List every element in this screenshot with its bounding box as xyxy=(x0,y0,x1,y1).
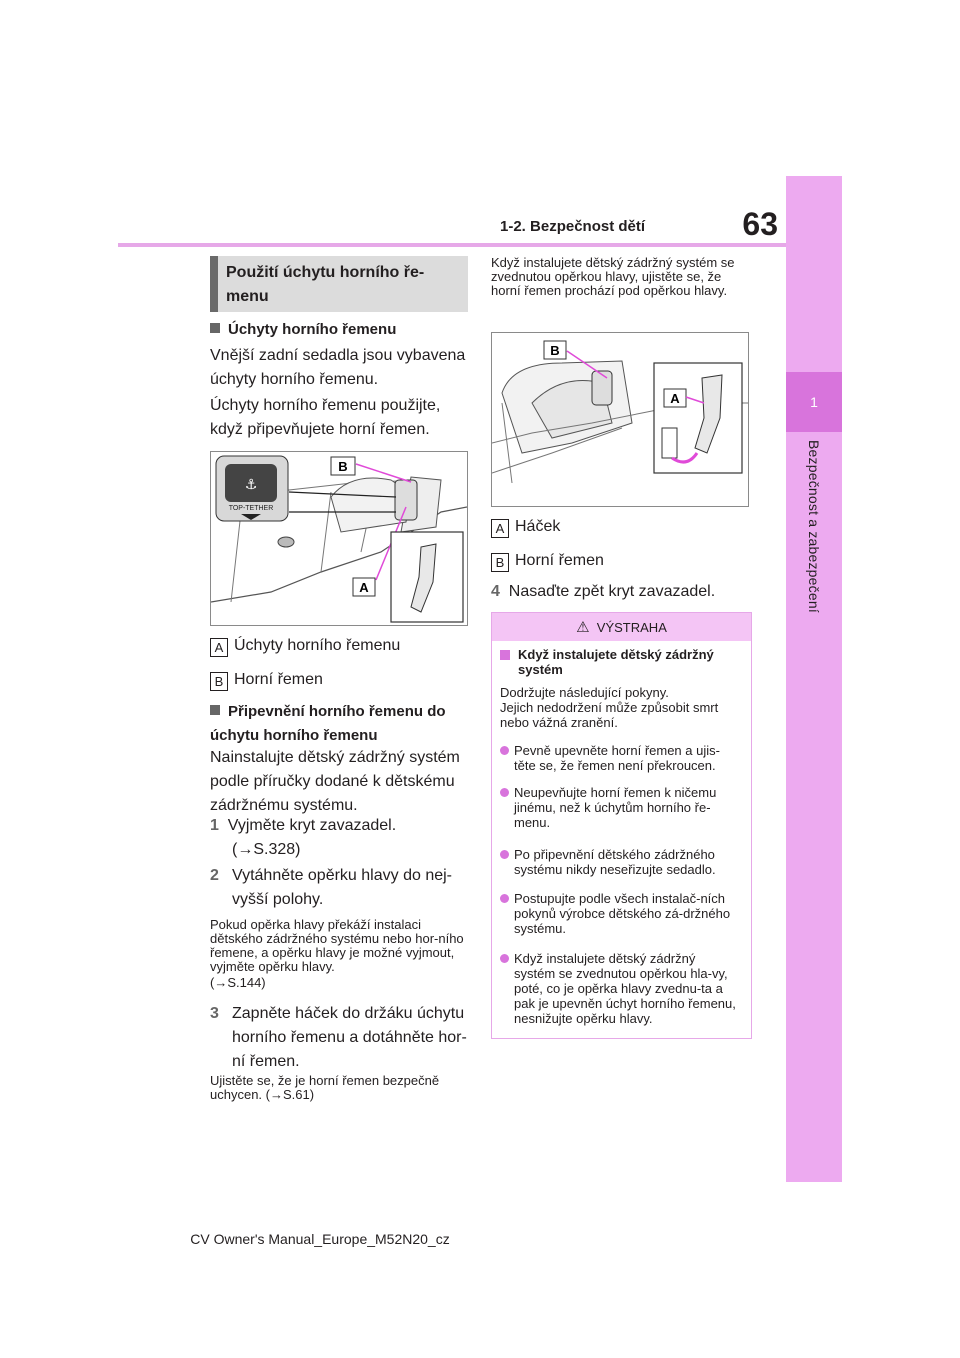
paragraph-use-anchors: Úchyty horního řemenu použijte, když připevňujete horní řemen. xyxy=(210,397,441,438)
warning-triangle-icon: ⚠ xyxy=(576,618,590,636)
subheading-attach-tether: Připevnění horního řemenu do úchytu horního řemenu xyxy=(210,703,446,744)
legend-b-key: B xyxy=(210,672,228,691)
warning-item: Po připevnění dětského zádržného systému nikdy neseřizujte sedadlo. xyxy=(500,847,740,877)
legend-a-key: A xyxy=(210,638,228,657)
bullet-dot-icon xyxy=(500,954,509,963)
legend-a: A Úchyty horního řemenu xyxy=(210,634,468,658)
svg-text:A: A xyxy=(670,391,680,406)
svg-text:B: B xyxy=(338,459,348,474)
warning-item: Neupevňujte horní řemen k ničemu jinému, než k úchytům horního ře-menu. xyxy=(500,785,740,830)
svg-text:⚓: ⚓ xyxy=(244,477,258,493)
note-head-restraint: Pokud opěrka hlavy překáží instalaci dětského zádržného systému nebo hor-ního řemene, a opěrku hlavy je možné vyjmout, vyjměte opěrku hlavy. xyxy=(210,917,464,974)
legend-tether-strap: B Horní řemen xyxy=(491,549,749,573)
paragraph-anchors-equipped: Vnější zadní sedadla jsou vybavena úchyty horního řemenu. xyxy=(210,347,466,388)
step-2: 2 Vytáhněte opěrku hlavy do nej-vyšší polohy. xyxy=(210,867,452,908)
bullet-dot-icon xyxy=(500,894,509,903)
note-head-restraint-ref-link[interactable]: (→S.144) xyxy=(210,975,266,990)
subheading-top-tether-anchors: Úchyty horního řemenu xyxy=(210,318,468,342)
figure-1-illustration xyxy=(211,452,467,625)
svg-text:B: B xyxy=(550,343,560,358)
square-bullet-icon xyxy=(210,323,220,333)
bullet-dot-icon xyxy=(500,746,509,755)
svg-text:TOP-TETHER: TOP-TETHER xyxy=(228,505,274,512)
svg-text:A: A xyxy=(359,580,369,595)
warning-subtitle: Když instalujete dětský zádržný systém xyxy=(500,647,740,677)
chapter-title-vertical: Bezpečnost a zabezpečení xyxy=(806,440,822,613)
legend-hook-key: A xyxy=(491,519,509,538)
chapter-tab[interactable]: 1 xyxy=(786,372,842,432)
page-number: 63 xyxy=(742,206,778,242)
section-heading-box xyxy=(210,256,468,312)
warning-intro: Dodržujte následující pokyny. Jejich nedodržení může způsobit smrt nebo vážná zranění. xyxy=(500,685,719,730)
step-1: 1 Vyjměte kryt zavazadel. xyxy=(210,817,397,834)
bullet-dot-icon xyxy=(500,850,509,859)
warning-item: Postupujte podle všech instalač-ních pokynů výrobce dětského zá-držného systému. xyxy=(500,891,740,936)
step-4: 4 Nasaďte zpět kryt zavazadel. xyxy=(491,583,716,600)
footer-manual-id: CV Owner's Manual_Europe_M52N20_cz xyxy=(190,1231,450,1247)
legend-hook: A Háček xyxy=(491,515,749,539)
side-tab-band xyxy=(786,176,842,1182)
warning-box xyxy=(491,612,752,1039)
warning-item: Když instalujete dětský zádržný systém se zvednutou opěrkou hla-vy, poté, co je opěrka hlavy zvednu-ta a pak je upevněn úchyt horního řemenu, nesnižujte opěrku hlavy. xyxy=(500,951,740,1026)
legend-tether-strap-key: B xyxy=(491,553,509,572)
figure-2-illustration xyxy=(492,333,748,506)
figure-tether-hook xyxy=(491,332,749,507)
step-1-ref-link[interactable]: (→S.328) xyxy=(232,841,301,858)
section-title: 1-2. Bezpečnost dětí xyxy=(500,218,646,235)
step-3: 3 Zapněte háček do držáku úchytu horního řemenu a dotáhněte hor-ní řemen. xyxy=(210,1005,467,1070)
legend-b: B Horní řemen xyxy=(210,668,468,692)
square-bullet-icon xyxy=(500,650,510,660)
figure-top-tether-anchor xyxy=(210,451,468,626)
header-rule xyxy=(118,243,786,247)
paragraph-raised-headrest: Když instalujete dětský zádržný systém se zvednutou opěrkou hlavy, ujistěte se, že horní řemen prochází pod opěrkou hlavy. xyxy=(491,255,735,298)
heading-bar xyxy=(210,256,218,312)
section-heading: Použití úchytu horního ře- menu xyxy=(226,264,425,305)
paragraph-install-crs: Nainstalujte dětský zádržný systém podle příručky dodané k dětskému zádržnému systému. xyxy=(210,749,460,814)
note-secure-tether: Ujistěte se, že je horní řemen bezpečně uchycen. (→S.61) xyxy=(210,1073,440,1102)
warning-header: ⚠ VÝSTRAHA xyxy=(492,613,751,641)
bullet-dot-icon xyxy=(500,788,509,797)
warning-item: Pevně upevněte horní řemen a ujis-těte se, že řemen není překroucen. xyxy=(500,743,740,773)
square-bullet-icon xyxy=(210,705,220,715)
